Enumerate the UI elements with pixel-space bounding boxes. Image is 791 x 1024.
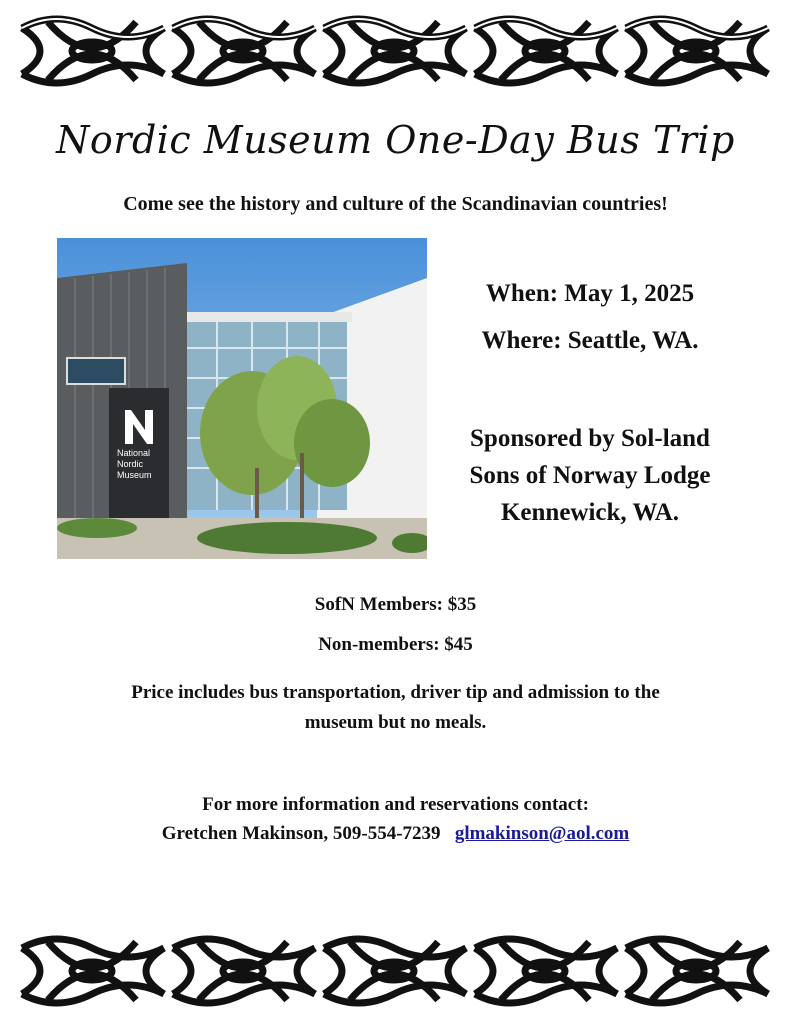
contact-email-link[interactable]: glmakinson@aol.com [454, 823, 630, 844]
event-location: Where: Seattle, WA. [481, 327, 699, 354]
museum-photo [57, 238, 427, 559]
includes-line-1: Price includes bus transportation, driver tip and admission to the [131, 682, 660, 703]
member-price: SofN Members: $35 [314, 594, 477, 615]
sponsor-line-1: Sponsored by Sol-land [470, 425, 710, 452]
price-includes-note [0, 678, 791, 738]
sponsor-line-2: Sons of Norway Lodge [469, 462, 711, 489]
event-date: When: May 1, 2025 [485, 280, 695, 307]
sign-text-2: Nordic [117, 459, 144, 469]
contact-details [0, 823, 791, 845]
sign-text-1: National [117, 448, 151, 458]
celtic-knot-border-bottom [18, 934, 774, 1008]
contact-name-phone: Gretchen Makinson, 509-554-7239 [161, 823, 441, 844]
sponsor-line-3: Kennewick, WA. [500, 499, 680, 526]
includes-line-2: museum but no meals. [304, 712, 487, 733]
sponsor-block [430, 420, 750, 531]
page-title: Nordic Museum One-Day Bus Trip [56, 118, 735, 162]
contact-heading: For more information and reservations contact: [202, 794, 589, 815]
celtic-knot-border-top [18, 14, 774, 88]
nonmember-price: Non-members: $45 [318, 634, 473, 655]
sign-text-3: Museum [117, 470, 152, 480]
subtitle: Come see the history and culture of the Scandinavian countries! [123, 193, 668, 215]
